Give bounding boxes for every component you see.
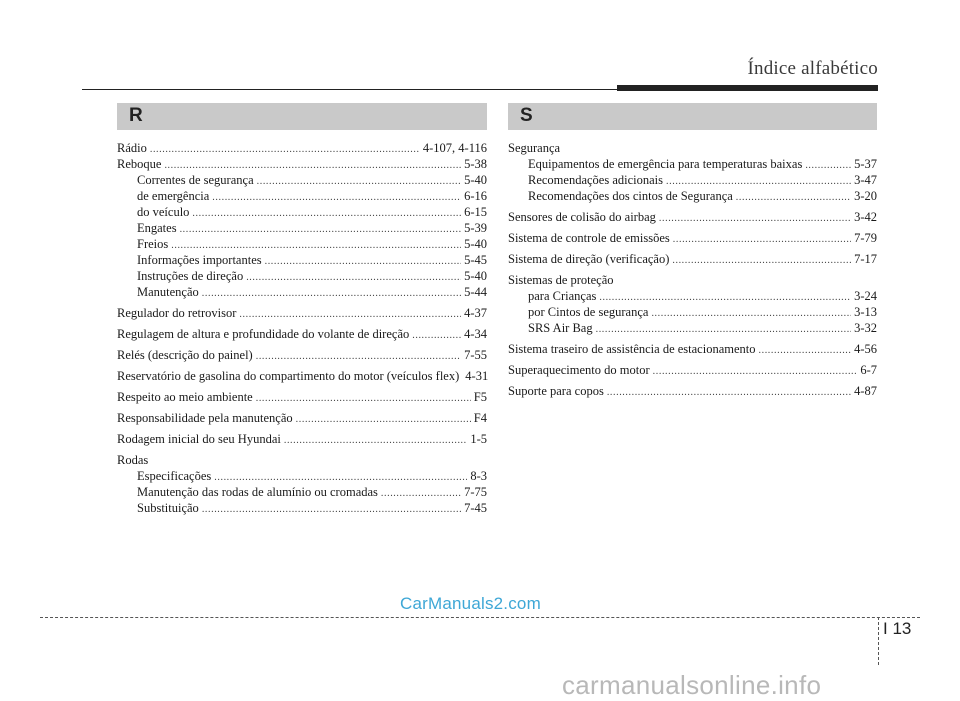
index-subentry bbox=[117, 284, 487, 300]
index-subentry bbox=[508, 188, 877, 204]
entry-page: 7-79 bbox=[854, 231, 877, 245]
index-subentry bbox=[117, 188, 487, 204]
entry-page: 3-13 bbox=[854, 305, 877, 319]
entry-text: Equipamentos de emergência para temperaturas baixas bbox=[528, 157, 803, 171]
entry-page: 5-38 bbox=[464, 157, 487, 171]
dot-leader bbox=[239, 307, 461, 323]
dot-leader bbox=[192, 206, 461, 222]
dot-leader bbox=[212, 190, 461, 206]
dot-leader bbox=[651, 306, 851, 322]
page-number bbox=[883, 619, 911, 639]
entry-page: 6-15 bbox=[464, 205, 487, 219]
index-entry bbox=[508, 140, 877, 156]
entry-page: 5-44 bbox=[464, 285, 487, 299]
dot-leader bbox=[256, 349, 461, 365]
index-subentry bbox=[508, 320, 877, 336]
entry-page: 3-47 bbox=[854, 173, 877, 187]
index-entry bbox=[117, 452, 487, 468]
index-subentry bbox=[508, 288, 877, 304]
entry-text: Responsabilidade pela manutenção bbox=[117, 411, 293, 425]
entry-text: Rodas bbox=[117, 453, 149, 467]
index-subentry bbox=[117, 172, 487, 188]
entry-text: Rádio bbox=[117, 141, 147, 155]
entry-page: 8-3 bbox=[470, 469, 487, 483]
entry-text: para Crianças bbox=[528, 289, 597, 303]
dot-leader bbox=[202, 502, 461, 518]
entry-text: do veículo bbox=[137, 205, 190, 219]
index-entry bbox=[508, 341, 877, 357]
entry-text: Freios bbox=[137, 237, 169, 251]
section-header-s bbox=[508, 103, 877, 130]
index-entry bbox=[508, 362, 877, 378]
entry-text: Recomendações dos cintos de Segurança bbox=[528, 189, 733, 203]
entry-page: 5-40 bbox=[464, 173, 487, 187]
entry-text: Substituição bbox=[137, 501, 199, 515]
entry-text: Suporte para copos bbox=[508, 384, 604, 398]
entry-text: Sensores de colisão do airbag bbox=[508, 210, 656, 224]
index-subentry bbox=[508, 172, 877, 188]
watermark-logo-top[interactable]: CarManuals2.com bbox=[400, 594, 541, 613]
entry-page: 6-16 bbox=[464, 189, 487, 203]
entry-page: F5 bbox=[473, 390, 487, 404]
index-subentry bbox=[117, 484, 487, 500]
index-entry bbox=[117, 347, 487, 363]
entry-page: F4 bbox=[473, 411, 487, 425]
dot-leader bbox=[150, 142, 420, 158]
entry-page: 5-37 bbox=[854, 157, 877, 171]
entry-page: 5-40 bbox=[464, 269, 487, 283]
entry-page: 4-37 bbox=[464, 306, 487, 320]
entry-text: Instruções de direção bbox=[137, 269, 244, 283]
entry-text: Sistema de controle de emissões bbox=[508, 231, 670, 245]
dot-leader bbox=[759, 343, 852, 359]
entry-text: Regulador do retrovisor bbox=[117, 306, 237, 320]
index-entry bbox=[508, 383, 877, 399]
entry-page: 5-45 bbox=[464, 253, 487, 267]
index-subentry bbox=[508, 304, 877, 320]
entry-page: 4-34 bbox=[464, 327, 487, 341]
entry-text: Regulagem de altura e profundidade do volante de direção bbox=[117, 327, 410, 341]
index-subentry bbox=[117, 268, 487, 284]
entry-page: 3-24 bbox=[854, 289, 877, 303]
entry-text: Sistema traseiro de assistência de estacionamento bbox=[508, 342, 756, 356]
entry-text: Superaquecimento do motor bbox=[508, 363, 650, 377]
index-entry bbox=[117, 140, 487, 156]
index-entry bbox=[117, 368, 487, 384]
section-header-r bbox=[117, 103, 487, 130]
footer-rule bbox=[40, 617, 920, 618]
dot-leader bbox=[257, 174, 461, 190]
entry-text: de emergência bbox=[137, 189, 210, 203]
index-entry bbox=[508, 209, 877, 225]
page-title: Índice alfabético bbox=[747, 58, 878, 79]
index-entry bbox=[117, 305, 487, 321]
index-subentry bbox=[117, 204, 487, 220]
entry-text: Especificações bbox=[137, 469, 212, 483]
entry-text: Relés (descrição do painel) bbox=[117, 348, 253, 362]
dot-leader bbox=[381, 486, 461, 502]
dot-leader bbox=[246, 270, 461, 286]
entry-page: 4-107, 4-116 bbox=[422, 141, 487, 155]
index-entry bbox=[508, 272, 877, 288]
dot-leader bbox=[805, 158, 851, 174]
index-subentry bbox=[508, 156, 877, 172]
entry-text: Sistema de direção (verificação) bbox=[508, 252, 670, 266]
entry-text: por Cintos de segurança bbox=[528, 305, 649, 319]
entry-page: 5-40 bbox=[464, 237, 487, 251]
index-column-r bbox=[117, 140, 487, 516]
dot-leader bbox=[284, 433, 467, 449]
entry-text: Recomendações adicionais bbox=[528, 173, 664, 187]
index-entry bbox=[117, 410, 487, 426]
index-entry bbox=[117, 326, 487, 342]
entry-text: Rodagem inicial do seu Hyundai bbox=[117, 432, 281, 446]
index-entry bbox=[117, 431, 487, 447]
index-subentry bbox=[117, 468, 487, 484]
index-subentry bbox=[117, 252, 487, 268]
dot-leader bbox=[265, 254, 461, 270]
entry-page: 3-20 bbox=[854, 189, 877, 203]
index-subentry bbox=[117, 236, 487, 252]
footer-divider bbox=[878, 617, 879, 665]
watermark-logo-bottom[interactable]: carmanualsonline.info bbox=[562, 670, 822, 700]
index-entry bbox=[117, 389, 487, 405]
entry-text: Manutenção das rodas de alumínio ou cromadas bbox=[137, 485, 378, 499]
index-subentry bbox=[117, 500, 487, 516]
section-letter-s: S bbox=[520, 105, 533, 126]
entry-page: 5-39 bbox=[464, 221, 487, 235]
entry-text: Correntes de segurança bbox=[137, 173, 254, 187]
entry-page: 7-17 bbox=[854, 252, 877, 266]
index-subentry bbox=[117, 220, 487, 236]
entry-page: 7-75 bbox=[464, 485, 487, 499]
entry-page: 7-55 bbox=[464, 348, 487, 362]
dot-leader bbox=[607, 385, 851, 401]
dot-leader bbox=[673, 232, 851, 248]
entry-text: Engates bbox=[137, 221, 177, 235]
entry-text: Sistemas de proteção bbox=[508, 273, 614, 287]
index-entry bbox=[508, 251, 877, 267]
entry-page: 1-5 bbox=[470, 432, 487, 446]
entry-text: Reboque bbox=[117, 157, 162, 171]
entry-page: 4-87 bbox=[854, 384, 877, 398]
index-entry bbox=[508, 230, 877, 246]
dot-leader bbox=[180, 222, 462, 238]
dot-leader bbox=[672, 253, 851, 269]
entry-page: 6-7 bbox=[860, 363, 877, 377]
dot-leader bbox=[653, 364, 858, 380]
page-number-prefix: I bbox=[883, 619, 888, 638]
index-entry bbox=[117, 156, 487, 172]
page-number-value: 13 bbox=[892, 619, 912, 638]
entry-text: Respeito ao meio ambiente bbox=[117, 390, 253, 404]
entry-page: 3-32 bbox=[854, 321, 877, 335]
dot-leader bbox=[596, 322, 851, 338]
dot-leader bbox=[202, 286, 461, 302]
dot-leader bbox=[659, 211, 851, 227]
entry-page: 4-31 bbox=[465, 369, 489, 383]
header-rule-accent bbox=[617, 85, 878, 91]
dot-leader bbox=[296, 412, 471, 428]
entry-text: SRS Air Bag bbox=[528, 321, 593, 335]
entry-page: 3-42 bbox=[854, 210, 877, 224]
entry-text: Segurança bbox=[508, 141, 561, 155]
entry-page: 7-45 bbox=[464, 501, 487, 515]
dot-leader bbox=[412, 328, 461, 344]
entry-text: Reservatório de gasolina do compartimento do motor (veículos flex) bbox=[117, 369, 460, 383]
entry-text: Informações importantes bbox=[137, 253, 262, 267]
section-letter-r: R bbox=[129, 105, 143, 126]
index-column-s bbox=[508, 140, 877, 399]
dot-leader bbox=[256, 391, 471, 407]
dot-leader bbox=[736, 190, 851, 206]
entry-page: 4-56 bbox=[854, 342, 877, 356]
entry-text: Manutenção bbox=[137, 285, 199, 299]
